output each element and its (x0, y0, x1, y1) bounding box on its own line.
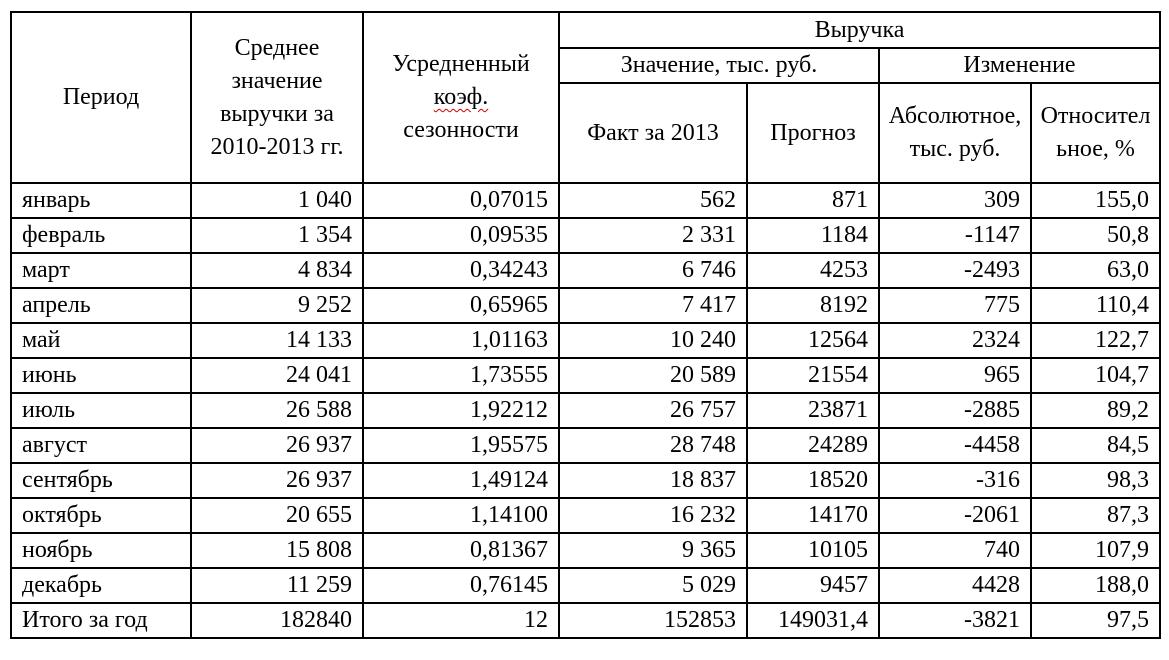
cell-period: Итого за год (11, 603, 191, 638)
cell-forecast: 9457 (747, 568, 879, 603)
cell-coef: 0,76145 (363, 568, 559, 603)
cell-coef: 1,73555 (363, 358, 559, 393)
header-seasonality-coef (363, 12, 559, 183)
cell-period: декабрь (11, 568, 191, 603)
table-row (11, 253, 1160, 288)
cell-period: октябрь (11, 498, 191, 533)
table-row (11, 463, 1160, 498)
cell-forecast: 871 (747, 183, 879, 218)
cell-fact: 10 240 (559, 323, 747, 358)
revenue-seasonality-table (10, 11, 1161, 639)
cell-fact: 18 837 (559, 463, 747, 498)
cell-relative: 89,2 (1031, 393, 1160, 428)
header-seasonality-line3: сезонности (403, 117, 519, 143)
cell-absolute: 775 (879, 288, 1031, 323)
cell-coef: 1,14100 (363, 498, 559, 533)
header-relative: Относительное, % (1031, 83, 1160, 183)
cell-absolute: 4428 (879, 568, 1031, 603)
cell-fact: 9 365 (559, 533, 747, 568)
cell-absolute: 2324 (879, 323, 1031, 358)
cell-fact: 28 748 (559, 428, 747, 463)
cell-relative: 84,5 (1031, 428, 1160, 463)
cell-relative: 98,3 (1031, 463, 1160, 498)
header-forecast: Прогноз (747, 83, 879, 183)
cell-coef: 0,07015 (363, 183, 559, 218)
header-revenue: Выручка (559, 12, 1160, 48)
cell-coef: 12 (363, 603, 559, 638)
header-value: Значение, тыс. руб. (559, 48, 879, 83)
table-row (11, 428, 1160, 463)
cell-period: июль (11, 393, 191, 428)
table-row (11, 358, 1160, 393)
table-row-total (11, 603, 1160, 638)
table-row (11, 568, 1160, 603)
header-average-revenue: Среднее значение выручки за 2010-2013 гг. (191, 12, 363, 183)
header-seasonality-word: коэф. (433, 84, 489, 110)
cell-period: февраль (11, 218, 191, 253)
cell-forecast: 18520 (747, 463, 879, 498)
cell-average: 182840 (191, 603, 363, 638)
cell-fact: 16 232 (559, 498, 747, 533)
table-row (11, 323, 1160, 358)
cell-absolute: -2493 (879, 253, 1031, 288)
cell-coef: 0,65965 (363, 288, 559, 323)
cell-relative: 107,9 (1031, 533, 1160, 568)
table-row (11, 288, 1160, 323)
cell-relative: 50,8 (1031, 218, 1160, 253)
header-period: Период (11, 12, 191, 183)
cell-absolute: -4458 (879, 428, 1031, 463)
cell-absolute: 740 (879, 533, 1031, 568)
cell-relative: 97,5 (1031, 603, 1160, 638)
cell-average: 4 834 (191, 253, 363, 288)
cell-fact: 7 417 (559, 288, 747, 323)
cell-coef: 0,81367 (363, 533, 559, 568)
cell-absolute: -2061 (879, 498, 1031, 533)
cell-forecast: 23871 (747, 393, 879, 428)
cell-coef: 1,92212 (363, 393, 559, 428)
cell-average: 15 808 (191, 533, 363, 568)
cell-fact: 26 757 (559, 393, 747, 428)
cell-coef: 1,01163 (363, 323, 559, 358)
cell-period: август (11, 428, 191, 463)
cell-relative: 104,7 (1031, 358, 1160, 393)
cell-absolute: -316 (879, 463, 1031, 498)
cell-average: 14 133 (191, 323, 363, 358)
cell-fact: 20 589 (559, 358, 747, 393)
cell-coef: 0,09535 (363, 218, 559, 253)
header-seasonality-line1: Усредненный (392, 51, 530, 77)
cell-forecast: 10105 (747, 533, 879, 568)
cell-relative: 110,4 (1031, 288, 1160, 323)
cell-coef: 1,49124 (363, 463, 559, 498)
cell-forecast: 149031,4 (747, 603, 879, 638)
table-row (11, 498, 1160, 533)
cell-absolute: 309 (879, 183, 1031, 218)
cell-average: 24 041 (191, 358, 363, 393)
cell-forecast: 14170 (747, 498, 879, 533)
cell-period: ноябрь (11, 533, 191, 568)
cell-fact: 152853 (559, 603, 747, 638)
cell-relative: 122,7 (1031, 323, 1160, 358)
cell-forecast: 12564 (747, 323, 879, 358)
table-row (11, 393, 1160, 428)
cell-period: июнь (11, 358, 191, 393)
cell-period: апрель (11, 288, 191, 323)
header-fact-2013: Факт за 2013 (559, 83, 747, 183)
table-row (11, 183, 1160, 218)
cell-relative: 155,0 (1031, 183, 1160, 218)
cell-average: 26 588 (191, 393, 363, 428)
cell-average: 9 252 (191, 288, 363, 323)
cell-coef: 1,95575 (363, 428, 559, 463)
cell-period: январь (11, 183, 191, 218)
cell-fact: 5 029 (559, 568, 747, 603)
cell-average: 26 937 (191, 428, 363, 463)
table-row (11, 218, 1160, 253)
cell-average: 26 937 (191, 463, 363, 498)
cell-forecast: 8192 (747, 288, 879, 323)
cell-average: 1 354 (191, 218, 363, 253)
cell-absolute: -3821 (879, 603, 1031, 638)
table-row (11, 533, 1160, 568)
cell-fact: 2 331 (559, 218, 747, 253)
cell-coef: 0,34243 (363, 253, 559, 288)
cell-absolute: -1147 (879, 218, 1031, 253)
cell-average: 20 655 (191, 498, 363, 533)
cell-average: 1 040 (191, 183, 363, 218)
cell-relative: 87,3 (1031, 498, 1160, 533)
cell-forecast: 24289 (747, 428, 879, 463)
cell-forecast: 1184 (747, 218, 879, 253)
cell-forecast: 21554 (747, 358, 879, 393)
cell-average: 11 259 (191, 568, 363, 603)
cell-period: март (11, 253, 191, 288)
cell-fact: 562 (559, 183, 747, 218)
header-absolute: Абсолютное, тыс. руб. (879, 83, 1031, 183)
cell-fact: 6 746 (559, 253, 747, 288)
cell-forecast: 4253 (747, 253, 879, 288)
cell-absolute: -2885 (879, 393, 1031, 428)
cell-absolute: 965 (879, 358, 1031, 393)
cell-relative: 63,0 (1031, 253, 1160, 288)
cell-relative: 188,0 (1031, 568, 1160, 603)
cell-period: сентябрь (11, 463, 191, 498)
header-change: Изменение (879, 48, 1160, 83)
cell-period: май (11, 323, 191, 358)
